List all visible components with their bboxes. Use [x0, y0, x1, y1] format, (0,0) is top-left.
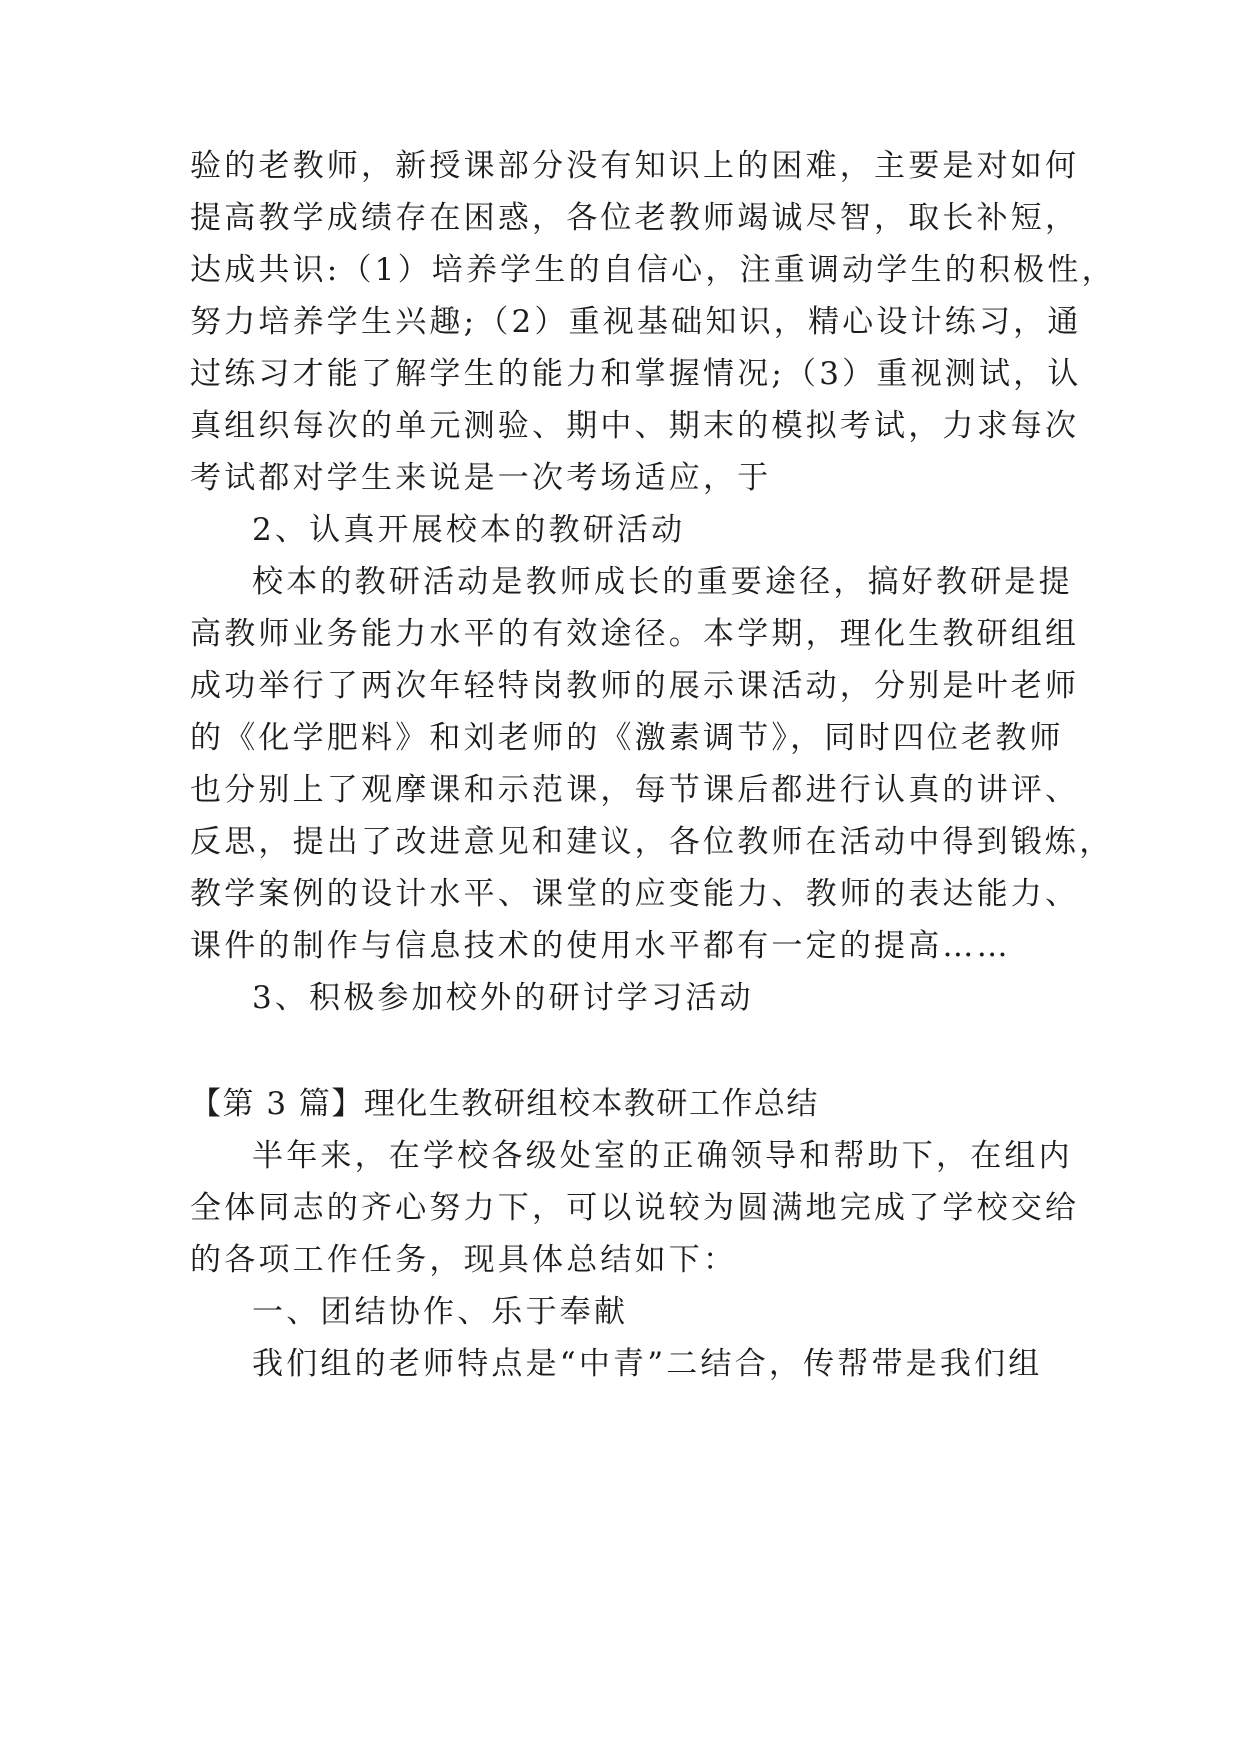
- paragraph-line: 提高教学成绩存在困惑，各位老教师竭诚尽智，取长补短，: [190, 200, 1080, 236]
- paragraph-line: 真组织每次的单元测验、期中、期末的模拟考试，力求每次: [190, 408, 1080, 444]
- section-subheading: 3、积极参加校外的研讨学习活动: [252, 980, 754, 1016]
- paragraph-line: 也分别上了观摩课和示范课，每节课后都进行认真的讲评、: [190, 772, 1080, 808]
- paragraph-line: 反思，提出了改进意见和建议，各位教师在活动中得到锻炼，: [190, 824, 1114, 860]
- paragraph-line: 达成共识:（1）培养学生的自信心，注重调动学生的积极性，: [190, 252, 1116, 288]
- paragraph-line: 我们组的老师特点是“中青”二结合，传帮带是我们组: [252, 1346, 1043, 1382]
- section-subheading: 一、团结协作、乐于奉献: [252, 1294, 629, 1330]
- paragraph-line: 教学案例的设计水平、课堂的应变能力、教师的表达能力、: [190, 876, 1080, 912]
- section-subheading: 2、认真开展校本的教研活动: [252, 512, 686, 548]
- paragraph-line: 全体同志的齐心努力下，可以说较为圆满地完成了学校交给: [190, 1190, 1080, 1226]
- article-title: 【第 3 篇】理化生教研组校本教研工作总结: [190, 1086, 819, 1122]
- paragraph-line: 高教师业务能力水平的有效途径。本学期，理化生教研组组: [190, 616, 1080, 652]
- paragraph-line: 过练习才能了解学生的能力和掌握情况;（3）重视测试，认: [190, 356, 1082, 392]
- paragraph-line: 考试都对学生来说是一次考场适应，于: [190, 460, 772, 496]
- paragraph-line: 的《化学肥料》和刘老师的《激素调节》，同时四位老教师: [190, 720, 1064, 756]
- paragraph-line: 课件的制作与信息技术的使用水平都有一定的提高……: [190, 928, 1011, 964]
- paragraph-line: 的各项工作任务，现具体总结如下：: [190, 1242, 738, 1278]
- paragraph-line: 校本的教研活动是教师成长的重要途径，搞好教研是提: [252, 564, 1073, 600]
- paragraph-line: 成功举行了两次年轻特岗教师的展示课活动，分别是叶老师: [190, 668, 1080, 704]
- paragraph-line: 半年来，在学校各级处室的正确领导和帮助下，在组内: [252, 1138, 1073, 1174]
- paragraph-line: 努力培养学生兴趣;（2）重视基础知识，精心设计练习，通: [190, 304, 1082, 340]
- paragraph-line: 验的老教师，新授课部分没有知识上的困难，主要是对如何: [190, 148, 1080, 184]
